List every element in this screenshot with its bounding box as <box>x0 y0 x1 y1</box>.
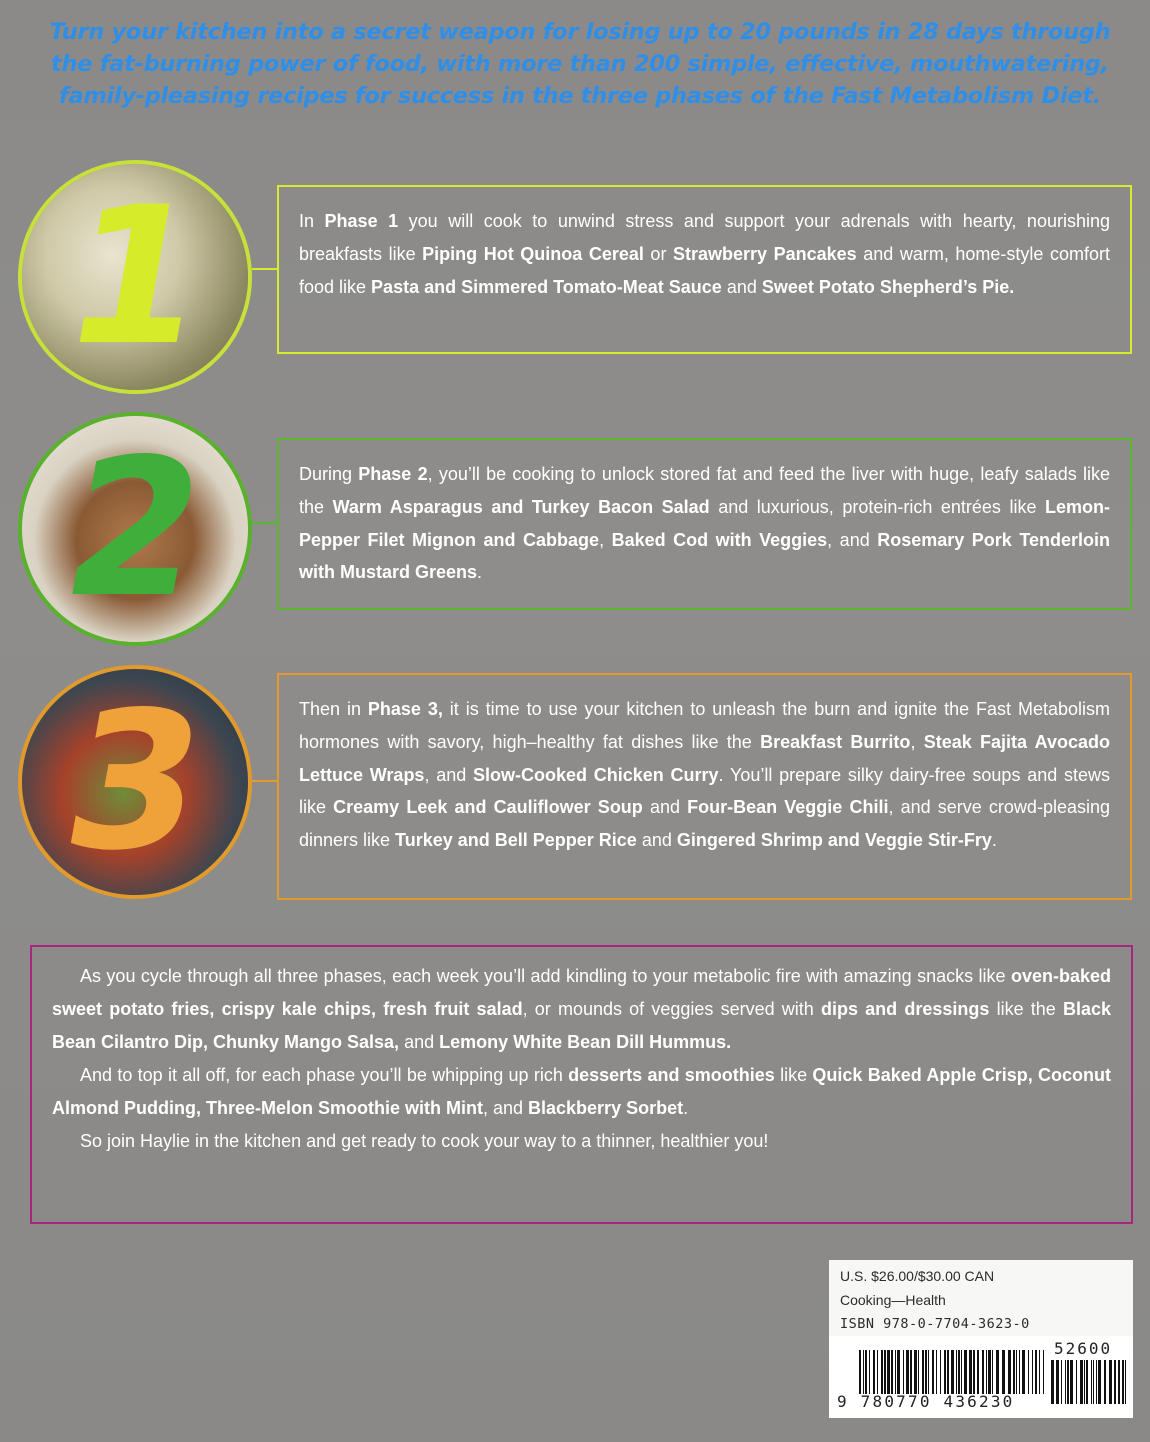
barcode-bar <box>1096 1360 1097 1404</box>
barcode <box>829 1336 1133 1418</box>
barcode-bar <box>1104 1360 1106 1404</box>
snacks-paragraph <box>52 960 1111 1059</box>
highlight-text: Steak Fajita Avocado Lettuce Wraps <box>299 731 1110 785</box>
highlight-text: Rosemary Pork Tenderloin with Mustard Greens <box>299 529 1110 583</box>
barcode-bar <box>961 1350 962 1394</box>
closing-paragraph <box>52 1125 1111 1158</box>
barcode-bar <box>865 1350 867 1394</box>
highlight-text: Phase 2 <box>358 464 428 484</box>
barcode-addon-digits: 52600 <box>1054 1339 1113 1358</box>
body-text: Then in <box>299 699 368 719</box>
barcode-bar <box>1022 1350 1025 1394</box>
barcode-bar <box>996 1350 999 1394</box>
phase-1-connector <box>252 268 278 270</box>
highlight-text: Sweet Potato Shepherd’s Pie. <box>761 276 1015 297</box>
highlight-text: Baked Cod with Veggies <box>611 529 828 550</box>
barcode-main-digits: 9 780770 436230 <box>837 1392 1015 1411</box>
highlight-text: Quick Baked Apple Crisp, Coconut Almond Pudding, Three-Melon Smoothie with Mint <box>52 1065 1111 1118</box>
barcode-bar <box>986 1350 987 1394</box>
phase-2-description <box>277 438 1132 610</box>
highlight-text: Strawberry Pancakes <box>673 243 857 264</box>
barcode-bar <box>1016 1350 1017 1394</box>
barcode-bar <box>903 1350 904 1394</box>
highlight-text: Slow-Cooked Chicken Curry <box>473 764 719 785</box>
highlight-text: Four-Bean Veggie Chili <box>687 797 889 818</box>
barcode-bar <box>895 1350 896 1394</box>
barcode-bar <box>914 1350 917 1394</box>
barcode-bar <box>1076 1360 1077 1404</box>
barcode-bar <box>1002 1350 1005 1394</box>
barcode-bar <box>992 1350 993 1394</box>
body-text: In <box>299 211 325 231</box>
barcode-addon-bars <box>1051 1360 1127 1404</box>
body-text: As you cycle through all three phases, each week you’ll add kindling to your metabolic fire with amazing snacks like <box>80 966 1011 986</box>
tagline: Turn your kitchen into a secret weapon for losing up to 20 pounds in 28 days through the fat-burning power of food, with more than 200 simple, effective, mouthwatering, family-pleasing recipes for success in the three phases of the Fast Metabolism Diet. <box>49 19 1111 109</box>
phase-3-connector <box>252 780 278 782</box>
barcode-bar <box>940 1350 941 1394</box>
barcode-bar <box>1032 1350 1033 1394</box>
barcode-bar <box>928 1350 929 1394</box>
barcode-bar <box>982 1350 984 1394</box>
barcode-bar <box>977 1350 979 1394</box>
price-text: U.S. $26.00/$30.00 CAN <box>840 1268 995 1284</box>
barcode-bar <box>887 1350 890 1394</box>
barcode-bar <box>936 1350 937 1394</box>
highlight-text: Creamy Leek and Cauliflower Soup <box>333 797 643 818</box>
highlight-text: Lemony White Bean Dill Hummus. <box>439 1032 732 1052</box>
highlight-text: Black Bean Cilantro Dip, Chunky Mango Salsa, <box>52 999 1112 1052</box>
highlight-text: Phase 1 <box>324 211 399 231</box>
barcode-bar <box>1008 1350 1011 1394</box>
barcode-bar <box>1093 1360 1094 1404</box>
barcode-bar <box>969 1350 972 1394</box>
body-text: you will cook to unwind stress and support your adrenals with hearty, nourishing breakfasts like <box>299 211 1110 264</box>
barcode-bar <box>1125 1360 1126 1404</box>
barcode-bar <box>958 1350 960 1394</box>
barcode-bar <box>881 1350 883 1394</box>
barcode-bar <box>1056 1360 1059 1404</box>
barcode-bar <box>922 1350 924 1394</box>
phase-1-numeral: 1 <box>49 166 221 387</box>
highlight-text: Blackberry Sorbet <box>528 1098 684 1118</box>
body-text: , you’ll be cooking to unlock stored fat and feed the liver with huge, leafy salads like the <box>299 464 1110 517</box>
barcode-bar <box>1043 1350 1044 1394</box>
barcode-bar <box>944 1350 946 1394</box>
body-text: , <box>599 529 612 550</box>
isbn-text: ISBN 978-0-7704-3623-0 <box>840 1316 1030 1332</box>
body-text: , and <box>482 1098 529 1118</box>
highlight-text: Gingered Shrimp and Veggie Stir-Fry <box>676 830 992 851</box>
phase-3-description <box>277 673 1132 900</box>
barcode-bar <box>863 1350 864 1394</box>
category-text: Cooking—Health <box>840 1292 946 1308</box>
barcode-bar <box>1028 1350 1029 1394</box>
barcode-bar <box>932 1350 934 1394</box>
highlight-text: oven-baked sweet potato fries, crispy kale chips, fresh fruit salad <box>52 966 1111 1019</box>
barcode-bar <box>1019 1350 1020 1394</box>
body-text: , and <box>827 529 878 550</box>
barcode-bar <box>1118 1360 1120 1404</box>
phase-3-text <box>299 693 1110 857</box>
highlight-text: Pasta and Simmered Tomato-Meat Sauce <box>371 276 722 297</box>
highlight-text: Turkey and Bell Pepper Rice <box>395 830 637 851</box>
barcode-bar <box>1122 1360 1124 1404</box>
body-text: like the <box>989 999 1063 1019</box>
phase-2-text <box>299 458 1110 589</box>
phase-3-numeral: 3 <box>49 671 221 892</box>
barcode-bar <box>964 1350 967 1394</box>
barcode-bar <box>873 1350 875 1394</box>
phase-3-photo <box>18 665 252 899</box>
highlight-text: Breakfast Burrito <box>760 731 911 752</box>
body-text: During <box>299 464 359 484</box>
barcode-bar <box>884 1350 886 1394</box>
barcode-bar <box>877 1350 878 1394</box>
body-text: and warm, home-style comfort food like <box>299 243 1110 297</box>
body-text: and <box>721 276 762 297</box>
barcode-bar <box>1051 1360 1054 1404</box>
body-text: , and serve crowd-pleasing dinners like <box>299 797 1110 851</box>
phase-2-numeral: 2 <box>49 418 221 639</box>
body-text: So join Haylie in the kitchen and get ready to cook your way to a thinner, healthier you! <box>80 1131 769 1151</box>
body-text: , and <box>424 764 473 785</box>
highlight-text: Piping Hot Quinoa Cereal <box>422 243 644 264</box>
barcode-bar <box>1109 1360 1112 1404</box>
barcode-bar <box>906 1350 909 1394</box>
phase-2-photo <box>18 412 252 646</box>
body-text: . <box>683 1098 689 1118</box>
body-text: like <box>774 1065 813 1085</box>
barcode-bar <box>1061 1360 1062 1404</box>
body-text: . <box>477 562 483 583</box>
body-text: And to top it all off, for each phase you’ll be whipping up rich <box>80 1065 569 1085</box>
highlight-text: Warm Asparagus and Turkey Bacon Salad <box>332 496 710 517</box>
barcode-bar <box>1065 1360 1066 1404</box>
barcode-bar <box>1091 1360 1092 1404</box>
snacks-desserts-description <box>30 945 1133 1224</box>
body-text: it is time to use your kitchen to unleash the burn and ignite the Fast Metabolism hormones with savory, high–healthy fat dishes like the <box>299 699 1111 752</box>
body-text: and <box>642 797 688 818</box>
barcode-bar <box>1080 1360 1083 1404</box>
body-text: , <box>910 731 924 752</box>
barcode-bar <box>925 1350 927 1394</box>
barcode-bar <box>1098 1360 1101 1404</box>
body-text: , or mounds of veggies served with <box>522 999 821 1019</box>
body-text: and <box>636 830 677 851</box>
barcode-bar <box>897 1350 900 1394</box>
barcode-bar <box>951 1350 954 1394</box>
barcode-bar <box>910 1350 912 1394</box>
barcode-bar <box>1035 1350 1037 1394</box>
barcode-bar <box>1067 1360 1069 1404</box>
highlight-text: dips and dressings <box>820 999 990 1019</box>
phase-2-connector <box>252 522 278 524</box>
body-text: and luxurious, protein-rich entrées like <box>709 496 1045 517</box>
desserts-paragraph <box>52 1059 1111 1125</box>
highlight-text: Phase 3, <box>367 699 443 719</box>
phase-1-text <box>299 205 1110 303</box>
barcode-bar <box>1039 1350 1040 1394</box>
barcode-bar <box>988 1350 991 1394</box>
barcode-bar <box>1070 1360 1073 1404</box>
highlight-text: Lemon-Pepper Filet Mignon and Cabbage <box>299 496 1110 550</box>
body-text: . You’ll prepare silky dairy-free soups and stews like <box>299 764 1110 818</box>
barcode-bar <box>973 1350 975 1394</box>
price-block <box>829 1260 1133 1337</box>
phase-1-photo <box>18 160 252 394</box>
barcode-bar <box>1086 1360 1088 1404</box>
barcode-bar <box>859 1350 861 1394</box>
barcode-bar <box>947 1350 949 1394</box>
phase-1-description <box>277 185 1132 354</box>
barcode-bar <box>1114 1360 1116 1404</box>
body-text: and <box>399 1032 440 1052</box>
highlight-text: desserts and smoothies <box>568 1065 775 1085</box>
barcode-bar <box>956 1350 957 1394</box>
body-text: or <box>643 243 673 264</box>
body-text: . <box>991 830 997 851</box>
barcode-bar <box>1084 1360 1085 1404</box>
barcode-main-bars <box>859 1350 1044 1394</box>
barcode-bar <box>1013 1350 1015 1394</box>
barcode-bar <box>891 1350 893 1394</box>
barcode-bar <box>918 1350 919 1394</box>
barcode-bar <box>869 1350 870 1394</box>
